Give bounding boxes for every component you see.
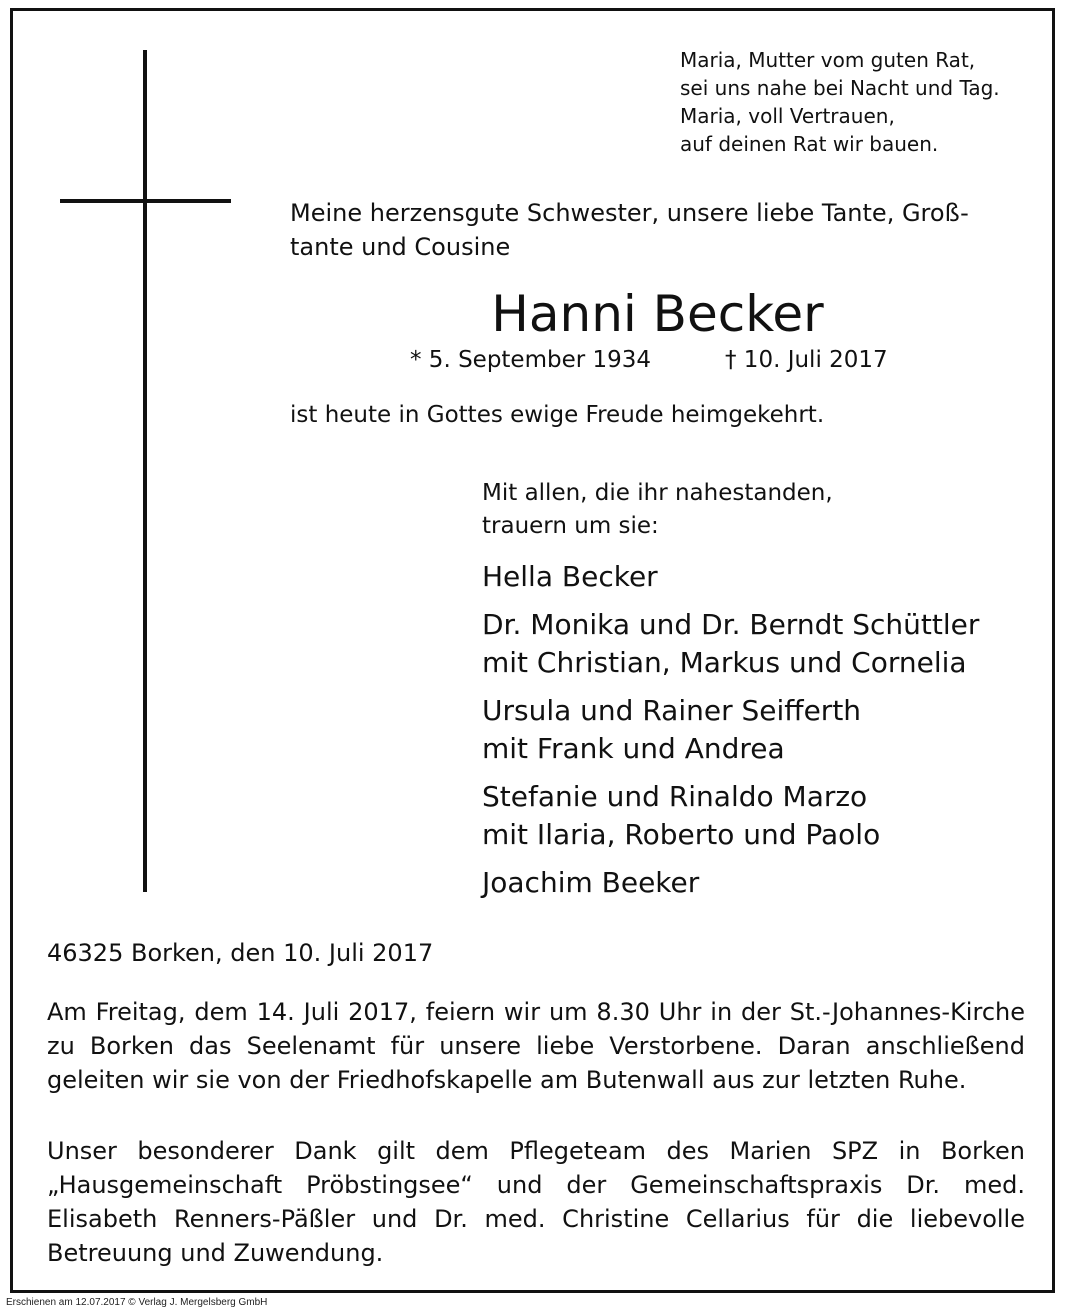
mourner-entry: Joachim Beeker xyxy=(482,866,700,899)
mourners-list xyxy=(482,558,979,912)
deceased-name: Hanni Becker xyxy=(491,285,824,343)
place-date: 46325 Borken, den 10. Juli 2017 xyxy=(47,939,434,967)
mourner-entry: Hella Becker xyxy=(482,560,658,593)
publication-footer: Erschienen am 12.07.2017 © Verlag J. Mergelsberg GmbH xyxy=(6,1297,268,1308)
thanks-text: Unser besonderer Dank gilt dem Pflegeteam des Marien SPZ in Borken „Hausgemeinschaft Pröbstingsee“ und der Gemeinschaftspraxis Dr. med. Elisabeth Renners-Päßler und Dr. med. Christine Cellarius für die liebevolle Betreuung und Zuwendung. xyxy=(47,1137,1025,1267)
prayer-verse: Maria, Mutter vom guten Rat, sei uns nahe bei Nacht und Tag. Maria, voll Vertrauen, auf deinen Rat wir bauen. xyxy=(680,48,1000,156)
mourner-entry: Ursula und Rainer Seifferth mit Frank und Andrea xyxy=(482,694,862,765)
mourners-intro: Mit allen, die ihr nahestanden, trauern um sie: xyxy=(482,480,833,539)
birth-date: * 5. September 1934 xyxy=(410,347,652,373)
funeral-info: Am Freitag, dem 14. Juli 2017, feiern wir um 8.30 Uhr in der St.-Johannes-Kirche zu Borken das Seelenamt für unsere liebe Verstorbene. Daran anschließend geleiten wir sie von der Friedhofskapelle am Butenwall aus zur letzten Ruhe. xyxy=(47,998,1025,1094)
mourner-entry: Stefanie und Rinaldo Marzo mit Ilaria, Roberto und Paolo xyxy=(482,780,881,851)
cross-icon-bar xyxy=(60,199,231,203)
death-date: † 10. Juli 2017 xyxy=(725,347,888,373)
mourner-entry: Dr. Monika und Dr. Berndt Schüttler mit Christian, Markus und Cornelia xyxy=(482,608,980,679)
intro-text: Meine herzensgute Schwester, unsere liebe Tante, Groß- tante und Cousine xyxy=(290,199,969,261)
cross-icon xyxy=(143,50,147,892)
passed-away-text: ist heute in Gottes ewige Freude heimgekehrt. xyxy=(290,402,825,428)
